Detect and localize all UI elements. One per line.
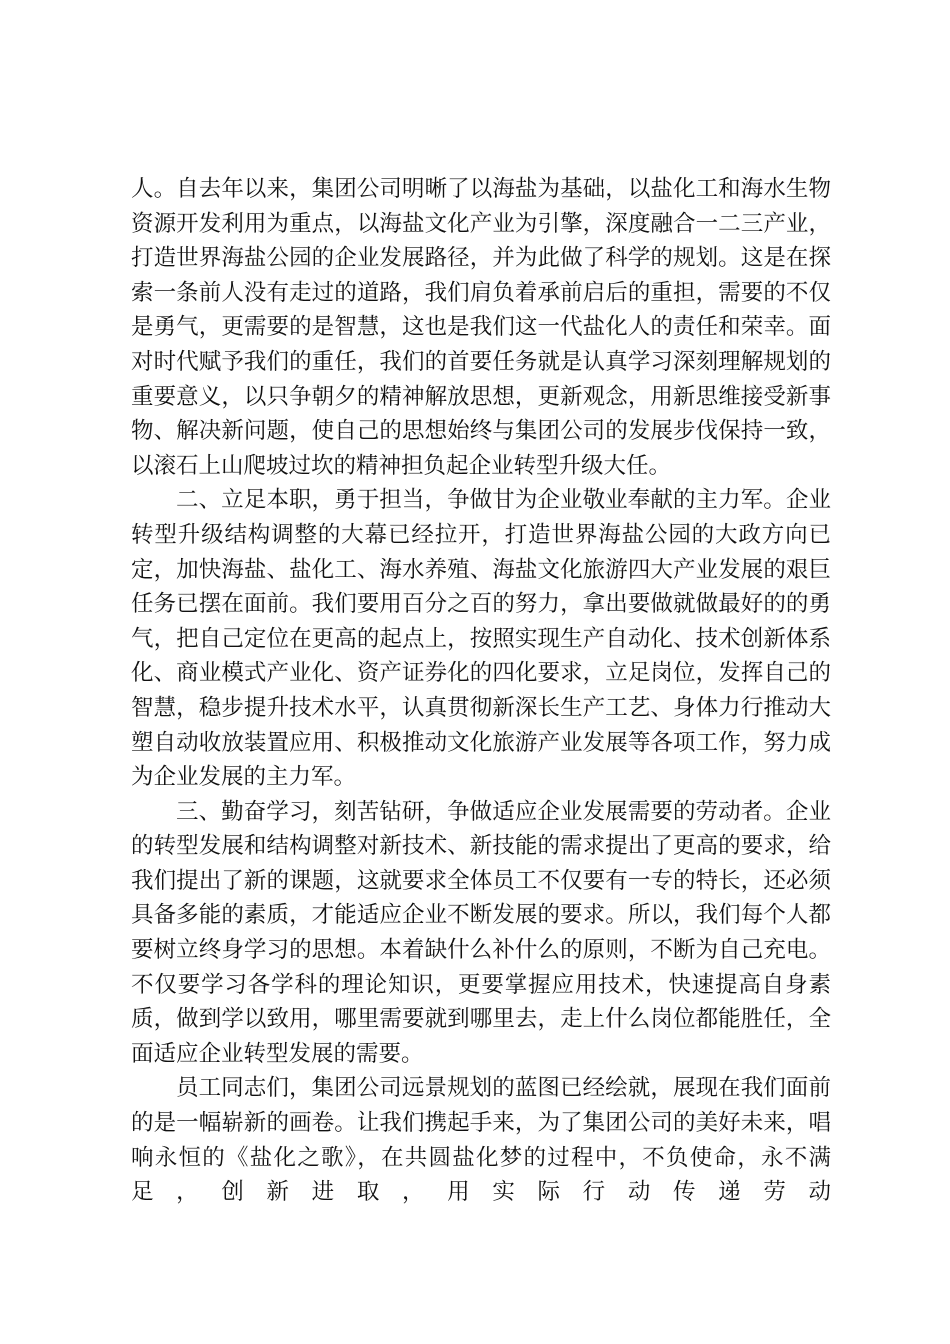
- paragraph-continuation: 人。自去年以来，集团公司明晰了以海盐为基础，以盐化工和海水生物资源开发利用为重点，以海盐文化产业为引擎，深度融合一二三产业，打造世界海盐公园的企业发展路径，并为此做了科学的规划。这是在探索一条前人没有走过的道路，我们肩负着承前启后的重担，需要的不仅是勇气，更需要的是智慧，这也是我们这一代盐化人的责任和荣幸。面对时代赋予我们的重任，我们的首要任务就是认真学习深刻理解规划的重要意义，以只争朝夕的精神解放思想，更新观念，用新思维接受新事物、解决新问题，使自己的思想始终与集团公司的发展步伐保持一致，以滚石上山爬坡过坎的精神担负起企业转型升级大任。: [131, 176, 831, 479]
- paragraph-section-three: 三、勤奋学习，刻苦钻研，争做适应企业发展需要的劳动者。企业的转型发展和结构调整对新技术、新技能的需求提出了更高的要求，给我们提出了新的课题，这就要求全体员工不仅要有一专的特长，还必须具备多能的素质，才能适应企业不断发展的要求。所以，我们每个人都要树立终身学习的思想。本着缺什么补什么的原则，不断为自己充电。不仅要学习各学科的理论知识，更要掌握应用技术，快速提高自身素质，做到学以致用，哪里需要就到哪里去，走上什么岗位都能胜任，全面适应企业转型发展的需要。: [131, 798, 831, 1067]
- paragraph-section-two: 二、立足本职，勇于担当，争做甘为企业敬业奉献的主力军。企业转型升级结构调整的大幕已经拉开，打造世界海盐公园的大政方向已定，加快海盐、盐化工、海水养殖、海盐文化旅游四大产业发展的艰巨任务已摆在面前。我们要用百分之百的努力，拿出要做就做最好的的勇气，把自己定位在更高的起点上，按照实现生产自动化、技术创新体系化、商业模式产业化、资产证券化的四化要求，立足岗位，发挥自己的智慧，稳步提升技术水平，认真贯彻新深长生产工艺、身体力行推动大塑自动收放装置应用、积极推动文化旅游产业发展等各项工作，努力成为企业发展的主力军。: [131, 487, 831, 791]
- paragraph-closing: 员工同志们，集团公司远景规划的蓝图已经绘就，展现在我们面前的是一幅崭新的画卷。让我们携起手来，为了集团公司的美好未来，唱响永恒的《盐化之歌》，在共圆盐化梦的过程中，不负使命，永不满足，创新进取，用实际行动传递劳动: [131, 1075, 831, 1206]
- document-body: [131, 172, 831, 1210]
